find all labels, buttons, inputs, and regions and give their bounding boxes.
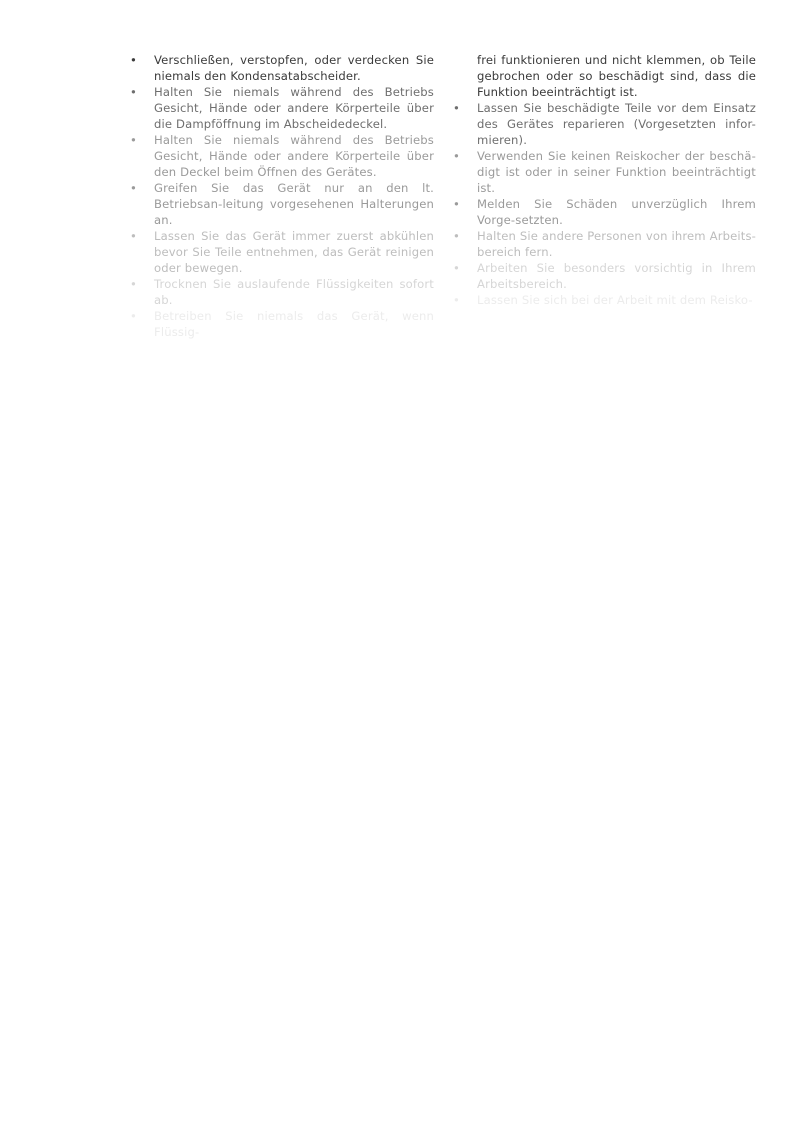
list-item: [128, 308, 434, 339]
bullet-icon: •: [453, 261, 460, 275]
list-item-text: Verschließen, verstopfen, oder verdecken Sie niemals den Kondensatabscheider.: [154, 53, 434, 83]
list-item-text: Lassen Sie beschädigte Teile vor dem Einsatz des Gerätes reparieren (Vorgesetzten infor-mieren).: [477, 101, 756, 147]
list-item: [128, 276, 434, 308]
bullet-icon: •: [453, 197, 460, 211]
list-item-continuation: [451, 52, 756, 100]
bullet-icon: •: [130, 309, 137, 323]
list-item-text: Greifen Sie das Gerät nur an den lt. Betriebsan-leitung vorgesehenen Halterungen an.: [154, 181, 434, 227]
list-item: [128, 180, 434, 228]
bullet-icon: •: [130, 85, 137, 99]
list-item: [451, 148, 756, 196]
list-item-text: Betreiben Sie niemals das Gerät, wenn Flüssig-: [154, 309, 434, 339]
bullet-icon: •: [453, 293, 460, 307]
bullet-icon: •: [130, 133, 137, 147]
bullet-icon: •: [130, 277, 137, 291]
list-item: [451, 196, 756, 228]
list-item: [451, 228, 756, 260]
list-item-text: Lassen Sie sich bei der Arbeit mit dem Reisko-: [477, 293, 753, 307]
list-item: [451, 292, 756, 307]
list-item-text: Verwenden Sie keinen Reiskocher der beschä-digt ist oder in seiner Funktion beeinträchtigt ist.: [477, 149, 756, 195]
list-item: [128, 132, 434, 180]
bullet-icon: •: [453, 101, 460, 115]
list-item: [128, 52, 434, 84]
left-column-list: [128, 52, 434, 339]
bullet-icon: •: [130, 53, 137, 67]
list-item-text: Trocknen Sie auslaufende Flüssigkeiten sofort ab.: [154, 277, 434, 307]
list-item-text: Halten Sie niemals während des Betriebs Gesicht, Hände oder andere Körperteile über den Deckel beim Öffnen des Gerätes.: [154, 133, 434, 179]
list-item: [128, 84, 434, 132]
list-item: [451, 100, 756, 148]
list-item-text: Arbeiten Sie besonders vorsichtig in Ihrem Arbeitsbereich.: [477, 261, 756, 291]
bullet-icon: •: [453, 229, 460, 243]
bullet-icon: •: [130, 181, 137, 195]
list-item-text: frei funktionieren und nicht klemmen, ob Teile gebrochen oder so beschädigt sind, dass die Funktion beeinträchtigt ist.: [477, 53, 756, 99]
list-item-text: Halten Sie niemals während des Betriebs Gesicht, Hände oder andere Körperteile über die Dampföffnung im Abscheidedeckel.: [154, 85, 434, 131]
bullet-icon: •: [130, 229, 137, 243]
list-item-text: Melden Sie Schäden unverzüglich Ihrem Vorge-setzten.: [477, 197, 756, 227]
list-item: [128, 228, 434, 276]
list-item: [451, 260, 756, 292]
list-item-text: Halten Sie andere Personen von ihrem Arbeits-bereich fern.: [477, 229, 756, 259]
right-column-list: [451, 52, 756, 307]
list-item-text: Lassen Sie das Gerät immer zuerst abkühlen bevor Sie Teile entnehmen, das Gerät reinigen oder bewegen.: [154, 229, 434, 275]
bullet-icon: •: [453, 149, 460, 163]
